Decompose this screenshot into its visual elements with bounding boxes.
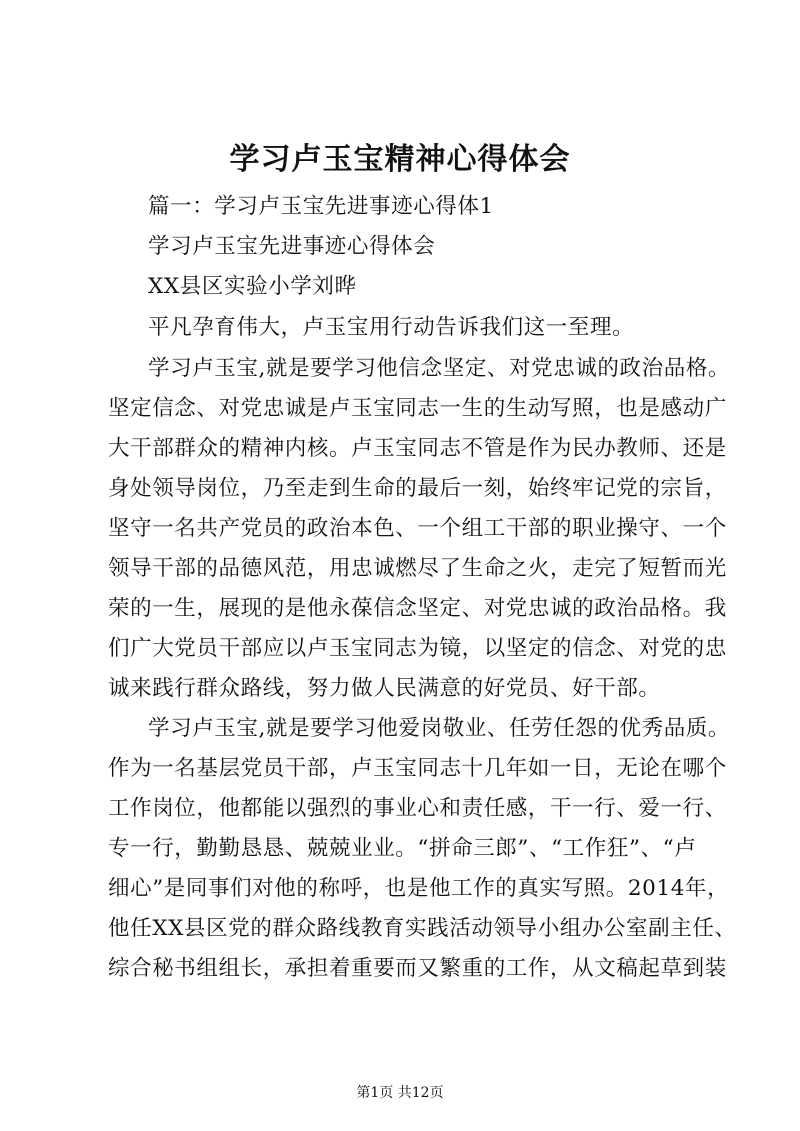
paragraph-line: 领导干部的品德风范，用忠诚燃尽了生命之火，走完了短暂而光 [108,556,727,581]
paragraph-line: 学习卢玉宝,就是要学习他信念坚定、对党忠诚的政治品格。 [148,356,731,381]
paragraph-line: 们广大党员干部应以卢玉宝同志为镜，以坚定的信念、对党的忠 [108,636,727,661]
paragraph-line: 综合秘书组组长，承担着重要而又繁重的工作，从文稿起草到装 [108,956,727,981]
paragraph-line: 平凡孕育伟大，卢玉宝用行动告诉我们这一至理。 [148,315,635,340]
paragraph-line: 大干部群众的精神内核。卢玉宝同志不管是作为民办教师、还是 [108,436,727,461]
paragraph-line: 坚定信念、对党忠诚是卢玉宝同志一生的生动写照，也是感动广 [108,396,727,421]
paragraph-line: 荣的一生，展现的是他永葆信念坚定、对党忠诚的政治品格。我 [108,596,727,621]
author-line: XX县区实验小学刘晔 [148,274,357,299]
document-title: 学习卢玉宝精神心得体会 [229,142,571,177]
paragraph-line: 细心”是同事们对他的称呼，也是他工作的真实写照。2014年， [108,876,730,901]
paragraph-line: 他任XX县区党的群众路线教育实践活动领导小组办公室副主任、 [108,916,737,941]
paragraph-line: 学习卢玉宝,就是要学习他爱岗敬业、任劳任怨的优秀品质。 [148,716,731,741]
page-footer: 第1页 共12页 [356,1085,444,1101]
paragraph-line: 工作岗位，他都能以强烈的事业心和责任感，干一行、爱一行、 [108,796,727,821]
article-subtitle: 学习卢玉宝先进事迹心得体会 [148,234,436,259]
paragraph-line: 身处领导岗位，乃至走到生命的最后一刻，始终牢记党的宗旨， [108,476,727,501]
paragraph-line: 诚来践行群众路线，努力做人民满意的好党员、好干部。 [108,676,661,701]
section-heading: 篇一：学习卢玉宝先进事迹心得体1 [148,194,494,219]
paragraph-line: 坚守一名共产党员的政治本色、一个组工干部的职业操守、一个 [108,516,727,541]
paragraph-line: 作为一名基层党员干部，卢玉宝同志十几年如一日，无论在哪个 [108,756,727,781]
paragraph-line: 专一行，勤勤恳恳、兢兢业业。“拼命三郎”、“工作狂”、“卢 [108,836,697,861]
